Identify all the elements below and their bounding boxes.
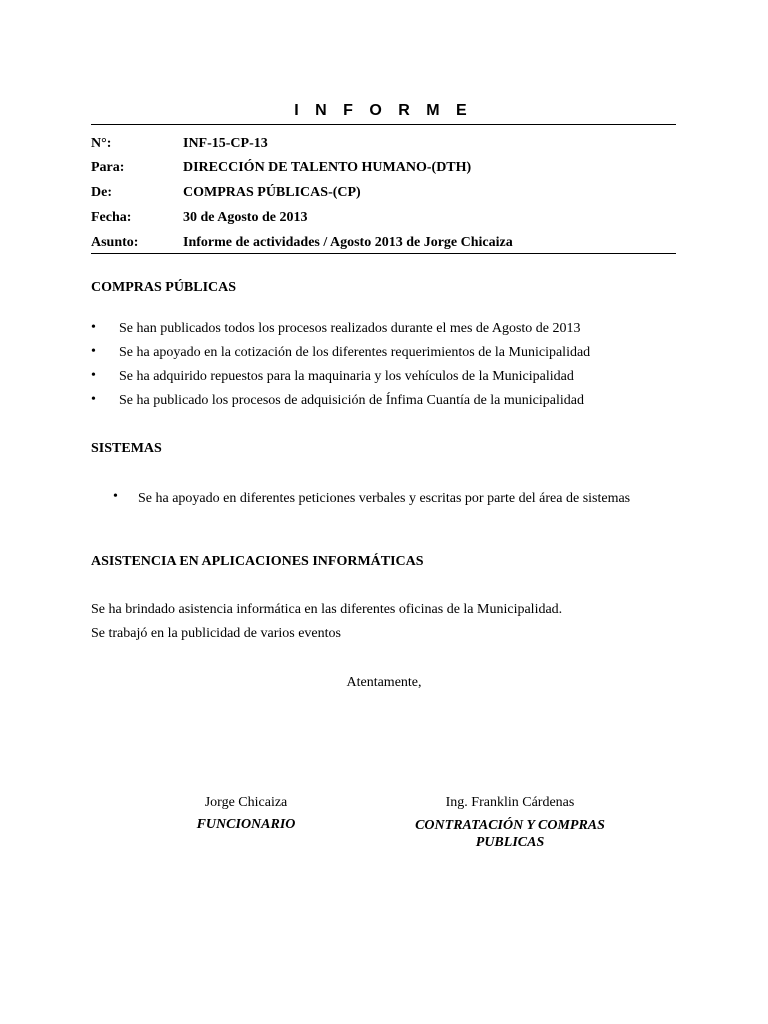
paragraph: Se ha brindado asistencia informática en las diferentes oficinas de la Municipalidad. <box>91 602 563 617</box>
bullet-icon: • <box>91 368 96 383</box>
list-item-text: Se han publicados todos los procesos realizados durante el mes de Agosto de 2013 <box>119 321 581 336</box>
signature-name: Ing. Franklin Cárdenas <box>445 795 575 810</box>
header-row-de <box>91 185 676 203</box>
list-item-text: Se ha adquirido repuestos para la maquinaria y los vehículos de la Municipalidad <box>119 369 574 384</box>
signature-role: CONTRATACIÓN Y COMPRAS PUBLICAS <box>415 818 605 850</box>
bullet-icon: • <box>113 489 118 504</box>
list-item <box>91 321 676 339</box>
bullet-icon: • <box>91 320 96 335</box>
header-value: 30 de Agosto de 2013 <box>183 210 308 225</box>
header-row-asunto <box>91 235 676 253</box>
signature-block-funcionario <box>146 795 346 833</box>
header-row-fecha <box>91 210 676 228</box>
document-title: I N F O R M E <box>294 102 473 119</box>
header-value: DIRECCIÓN DE TALENTO HUMANO-(DTH) <box>183 160 472 175</box>
header-value: Informe de actividades / Agosto 2013 de Jorge Chicaiza <box>183 235 513 250</box>
list-item <box>91 393 676 411</box>
list-item-text: Se ha apoyado en diferentes peticiones verbales y escritas por parte del área de sistemas <box>138 491 631 506</box>
header-value: INF-15-CP-13 <box>183 136 268 151</box>
bullet-icon: • <box>91 392 96 407</box>
header-bottom-rule <box>91 253 676 254</box>
section-title-asistencia: ASISTENCIA EN APLICACIONES INFORMÁTICAS <box>91 554 424 569</box>
section-title-compras: COMPRAS PÚBLICAS <box>91 280 237 295</box>
signature-role: FUNCIONARIO <box>196 817 296 832</box>
signature-name: Jorge Chicaiza <box>204 795 288 810</box>
signature-block-contratacion <box>395 795 625 851</box>
header-label: Asunto: <box>91 235 139 250</box>
header-value: COMPRAS PÚBLICAS-(CP) <box>183 185 361 200</box>
list-item-text: Se ha apoyado en la cotización de los diferentes requerimientos de la Municipalidad <box>119 345 591 360</box>
header-label: Fecha: <box>91 210 132 225</box>
list-item <box>91 345 676 363</box>
list-item <box>91 369 676 387</box>
header-label: N°: <box>91 136 112 151</box>
header-row-para <box>91 160 676 178</box>
bullet-icon: • <box>91 344 96 359</box>
list-item <box>113 490 676 507</box>
header-top-rule <box>91 124 676 125</box>
section-title-sistemas: SISTEMAS <box>91 441 162 456</box>
paragraph: Se trabajó en la publicidad de varios eventos <box>91 626 341 641</box>
closing-text: Atentamente, <box>346 675 422 690</box>
header-row-number <box>91 136 676 154</box>
list-item-text: Se ha publicado los procesos de adquisición de Ínfima Cuantía de la municipalidad <box>119 393 584 408</box>
header-label: De: <box>91 185 112 200</box>
header-label: Para: <box>91 160 125 175</box>
